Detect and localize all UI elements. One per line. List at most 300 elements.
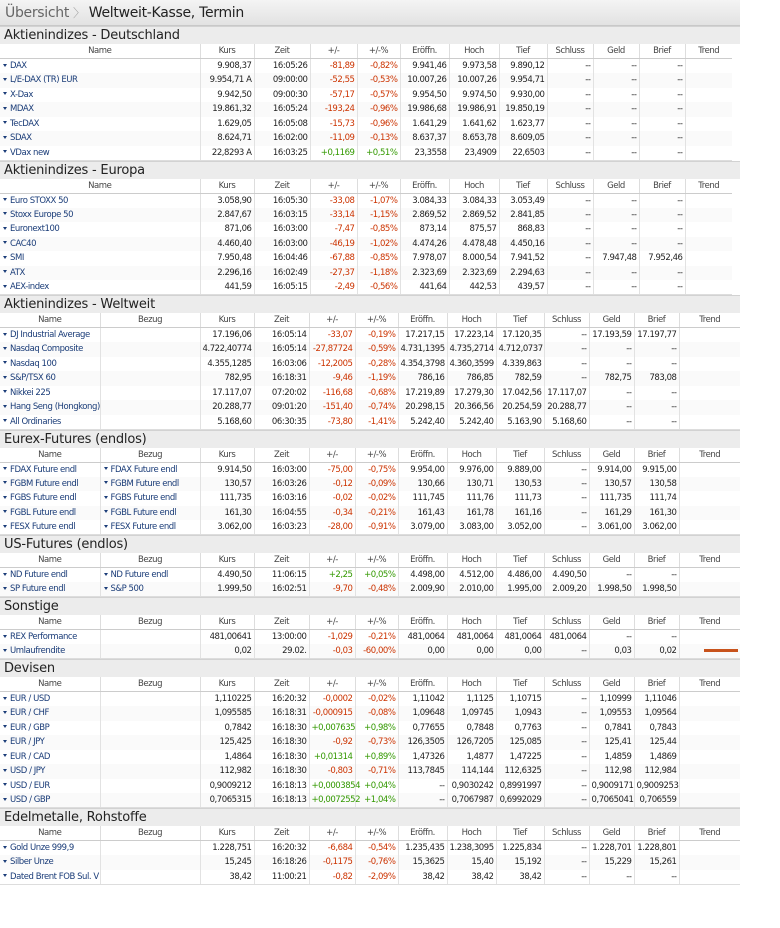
instrument-name-cell <box>0 400 100 415</box>
instrument-link[interactable]: Dated Brent FOB Sul. V <box>10 871 99 882</box>
instrument-link[interactable]: TecDAX <box>10 118 39 129</box>
hoch-cell: 130,71 <box>447 477 496 492</box>
brief-cell: 17.197,77 <box>634 328 679 343</box>
expand-triangle-icon[interactable] <box>3 212 7 215</box>
expand-triangle-icon[interactable] <box>3 285 7 288</box>
instrument-link[interactable]: SMI <box>10 253 24 264</box>
tief-cell: 3.052,00 <box>496 520 544 535</box>
column-header-hoch[interactable]: Hoch <box>447 615 496 630</box>
column-header-open[interactable]: Eröffn. <box>398 553 447 568</box>
trend-cell <box>685 88 732 103</box>
column-header-name[interactable]: Name <box>0 179 200 194</box>
instrument-name-cell <box>0 520 100 535</box>
expand-triangle-icon[interactable] <box>104 481 108 484</box>
diff-cell: -6,684 <box>309 841 355 856</box>
column-header-kurs[interactable]: Kurs <box>200 677 254 692</box>
tief-cell: 17.042,56 <box>496 386 544 401</box>
instrument-link[interactable]: AEX-index <box>10 282 49 292</box>
reference-cell <box>100 793 200 808</box>
brief-cell: -- <box>639 102 685 117</box>
section-title: Aktienindizes - Europa <box>0 161 740 179</box>
instrument-name-cell <box>0 462 100 477</box>
column-header-schluss[interactable]: Schluss <box>544 553 589 568</box>
column-header-bezug[interactable]: Bezug <box>100 448 200 463</box>
hoch-cell: 5.242,40 <box>447 415 496 430</box>
geld-cell: 782,75 <box>589 371 634 386</box>
reference-link[interactable]: FGBL Future endl <box>110 507 177 518</box>
column-header-kurs[interactable]: Kurs <box>200 553 254 568</box>
expand-triangle-icon[interactable] <box>3 481 7 484</box>
column-header-pct[interactable]: +/-% <box>355 448 398 463</box>
zeit-cell: 16:18:30 <box>254 764 309 779</box>
column-header-bezug[interactable]: Bezug <box>100 313 200 328</box>
expand-triangle-icon[interactable] <box>3 198 7 201</box>
expand-triangle-icon[interactable] <box>104 496 108 499</box>
expand-triangle-icon[interactable] <box>104 467 108 470</box>
column-header-zeit[interactable]: Zeit <box>254 826 309 841</box>
geld-cell: -- <box>593 222 639 237</box>
trend-cell <box>685 208 732 223</box>
expand-triangle-icon[interactable] <box>3 711 7 714</box>
column-header-geld[interactable]: Geld <box>589 826 634 841</box>
expand-triangle-icon[interactable] <box>3 754 7 757</box>
column-header-name[interactable]: Name <box>0 44 200 59</box>
expand-triangle-icon[interactable] <box>3 496 7 499</box>
quote-table <box>0 553 740 597</box>
instrument-link[interactable]: EUR / GBP <box>10 722 50 733</box>
column-header-zeit[interactable]: Zeit <box>254 44 310 59</box>
column-header-geld[interactable]: Geld <box>589 677 634 692</box>
column-header-tief[interactable]: Tief <box>496 313 544 328</box>
column-header-open[interactable]: Eröffn. <box>398 826 447 841</box>
expand-triangle-icon[interactable] <box>3 419 7 422</box>
expand-triangle-icon[interactable] <box>3 241 7 244</box>
column-header-hoch[interactable]: Hoch <box>447 448 496 463</box>
instrument-link[interactable]: Euro STOXX 50 <box>10 195 69 206</box>
column-header-trend[interactable]: Trend <box>679 826 740 841</box>
column-header-pct[interactable]: +/-% <box>355 553 398 568</box>
expand-triangle-icon[interactable] <box>3 121 7 124</box>
column-header-trend[interactable]: Trend <box>679 448 740 463</box>
tief-cell: 15,192 <box>496 855 544 870</box>
expand-triangle-icon[interactable] <box>3 525 7 528</box>
expand-triangle-icon[interactable] <box>104 573 108 576</box>
expand-triangle-icon[interactable] <box>3 740 7 743</box>
column-header-bezug[interactable]: Bezug <box>100 615 200 630</box>
open-cell: 786,16 <box>398 371 447 386</box>
schluss-cell: -- <box>547 59 593 74</box>
hoch-cell: 10.007,26 <box>449 73 499 88</box>
instrument-link[interactable]: EUR / CAD <box>10 751 51 762</box>
column-header-pct[interactable]: +/-% <box>355 826 398 841</box>
instrument-link[interactable]: EUR / USD <box>10 694 50 704</box>
column-header-diff[interactable]: +/- <box>309 313 355 328</box>
column-header-diff[interactable]: +/- <box>309 615 355 630</box>
kurs-cell: 0,9009212 <box>200 779 254 794</box>
column-header-schluss[interactable]: Schluss <box>544 826 589 841</box>
column-header-zeit[interactable]: Zeit <box>254 313 309 328</box>
column-header-schluss[interactable]: Schluss <box>544 313 589 328</box>
section-5 <box>0 597 740 659</box>
instrument-link[interactable]: USD / EUR <box>10 780 50 791</box>
column-header-diff[interactable]: +/- <box>309 448 355 463</box>
column-header-diff[interactable]: +/- <box>309 677 355 692</box>
open-cell: -- <box>398 793 447 808</box>
pct-cell: -1,07% <box>357 193 400 208</box>
column-header-open[interactable]: Eröffn. <box>398 677 447 692</box>
breadcrumb-root-link[interactable]: Übersicht <box>5 4 70 21</box>
expand-triangle-icon[interactable] <box>3 798 7 801</box>
column-header-geld[interactable]: Geld <box>589 313 634 328</box>
column-header-hoch[interactable]: Hoch <box>447 553 496 568</box>
column-header-hoch[interactable]: Hoch <box>449 179 499 194</box>
diff-cell: -2,49 <box>310 280 357 295</box>
expand-triangle-icon[interactable] <box>3 725 7 728</box>
table-row <box>0 855 740 870</box>
column-header-hoch[interactable]: Hoch <box>447 313 496 328</box>
column-header-open[interactable]: Eröffn. <box>398 313 447 328</box>
expand-triangle-icon[interactable] <box>3 376 7 379</box>
column-header-hoch[interactable]: Hoch <box>447 826 496 841</box>
kurs-cell: 9.914,50 <box>200 462 254 477</box>
column-header-tief[interactable]: Tief <box>496 615 544 630</box>
column-header-open[interactable]: Eröffn. <box>398 448 447 463</box>
column-header-kurs[interactable]: Kurs <box>200 448 254 463</box>
instrument-link[interactable]: DAX <box>10 61 27 71</box>
column-header-tief[interactable]: Tief <box>496 448 544 463</box>
column-header-kurs[interactable]: Kurs <box>200 313 254 328</box>
table-row <box>0 462 740 477</box>
column-header-brief[interactable]: Brief <box>634 826 679 841</box>
column-header-trend[interactable]: Trend <box>679 313 740 328</box>
zeit-cell: 16:02:51 <box>254 582 309 597</box>
instrument-link[interactable]: Gold Unze 999,9 <box>10 843 74 853</box>
pct-cell: -0,53% <box>357 73 400 88</box>
zeit-cell: 16:03:15 <box>254 208 310 223</box>
trend-cell <box>679 644 740 659</box>
column-header-diff[interactable]: +/- <box>309 553 355 568</box>
tief-cell: 1,10715 <box>496 692 544 707</box>
expand-triangle-icon[interactable] <box>3 347 7 350</box>
open-cell: 3.079,00 <box>398 520 447 535</box>
instrument-link[interactable]: S&P/TSX 60 <box>10 373 56 384</box>
column-header-trend[interactable]: Trend <box>685 179 732 194</box>
column-header-name[interactable]: Name <box>0 448 100 463</box>
instrument-link[interactable]: EUR / CHF <box>10 708 49 719</box>
reference-link[interactable]: FGBS Future endl <box>110 493 177 504</box>
column-header-brief[interactable]: Brief <box>634 313 679 328</box>
column-header-geld[interactable]: Geld <box>589 553 634 568</box>
reference-cell <box>100 491 200 506</box>
schluss-cell: -- <box>547 131 593 146</box>
table-row <box>0 88 780 103</box>
column-header-brief[interactable]: Brief <box>634 615 679 630</box>
column-header-bezug[interactable]: Bezug <box>100 553 200 568</box>
instrument-link[interactable]: L/E-DAX (TR) EUR <box>10 75 78 86</box>
expand-triangle-icon[interactable] <box>3 256 7 259</box>
table-row <box>0 721 740 736</box>
instrument-name-cell <box>0 764 100 779</box>
diff-cell: +0,01314 <box>309 750 355 765</box>
open-cell: 0,77655 <box>398 721 447 736</box>
expand-triangle-icon[interactable] <box>3 697 7 700</box>
tief-cell: 125,085 <box>496 735 544 750</box>
column-header-open[interactable]: Eröffn. <box>398 615 447 630</box>
column-header-zeit[interactable]: Zeit <box>254 615 309 630</box>
schluss-cell: -- <box>547 88 593 103</box>
zeit-cell: 06:30:35 <box>254 415 309 430</box>
instrument-link[interactable]: FESX Future endl <box>10 522 76 532</box>
pct-cell: -0,71% <box>355 764 398 779</box>
kurs-cell: 4.460,40 <box>200 237 254 252</box>
column-header-schluss[interactable]: Schluss <box>544 615 589 630</box>
column-header-diff[interactable]: +/- <box>309 826 355 841</box>
instrument-link[interactable]: SDAX <box>10 133 32 144</box>
expand-triangle-icon[interactable] <box>3 150 7 153</box>
hoch-cell: 2.323,69 <box>449 266 499 281</box>
column-header-pct[interactable]: +/-% <box>355 615 398 630</box>
table-row <box>0 386 740 401</box>
instrument-name-cell <box>0 855 100 870</box>
instrument-link[interactable]: USD / GBP <box>10 795 50 805</box>
column-header-schluss[interactable]: Schluss <box>547 44 593 59</box>
instrument-link[interactable]: X-Dax <box>10 89 34 100</box>
geld-cell: 3.061,00 <box>589 520 634 535</box>
trend-cell <box>679 764 740 779</box>
reference-link[interactable]: FDAX Future endl <box>110 464 178 475</box>
column-header-zeit[interactable]: Zeit <box>254 677 309 692</box>
expand-triangle-icon[interactable] <box>3 361 7 364</box>
tief-cell: 439,57 <box>499 280 547 295</box>
column-header-tief[interactable]: Tief <box>499 179 547 194</box>
column-header-name[interactable]: Name <box>0 826 100 841</box>
table-row <box>0 193 780 208</box>
column-header-trend[interactable]: Trend <box>679 615 740 630</box>
table-row <box>0 568 740 583</box>
column-header-hoch[interactable]: Hoch <box>449 44 499 59</box>
instrument-link[interactable]: CAC40 <box>10 238 37 249</box>
tief-cell: 4.486,00 <box>496 568 544 583</box>
trend-cell <box>685 59 732 74</box>
column-header-name[interactable]: Name <box>0 553 100 568</box>
instrument-name-cell <box>0 117 200 132</box>
expand-triangle-icon[interactable] <box>3 587 7 590</box>
instrument-link[interactable]: Nasdaq 100 <box>10 358 57 369</box>
instrument-link[interactable]: Nasdaq Composite <box>10 344 83 355</box>
expand-triangle-icon[interactable] <box>3 270 7 273</box>
instrument-link[interactable]: Euronext100 <box>10 224 60 235</box>
section-0 <box>0 26 740 161</box>
expand-triangle-icon[interactable] <box>3 227 7 230</box>
column-header-schluss[interactable]: Schluss <box>544 448 589 463</box>
pct-cell: +0,89% <box>355 750 398 765</box>
hoch-cell: 17.223,14 <box>447 328 496 343</box>
instrument-name-cell <box>0 582 100 597</box>
open-cell: 1,09648 <box>398 706 447 721</box>
open-cell: 3.084,33 <box>400 193 449 208</box>
column-header-diff[interactable]: +/- <box>310 44 357 59</box>
expand-triangle-icon[interactable] <box>3 333 7 336</box>
column-header-pct[interactable]: +/-% <box>355 313 398 328</box>
instrument-link[interactable]: Silber Unze <box>10 857 54 868</box>
expand-triangle-icon[interactable] <box>3 107 7 110</box>
column-header-brief[interactable]: Brief <box>639 44 685 59</box>
reference-link[interactable]: FESX Future endl <box>110 522 176 532</box>
section-title: US-Futures (endlos) <box>0 535 740 553</box>
kurs-cell: 20.288,77 <box>200 400 254 415</box>
table-row <box>0 506 740 521</box>
table-row <box>0 280 780 295</box>
open-cell: 4.731,1395 <box>398 342 447 357</box>
column-header-bezug[interactable]: Bezug <box>100 826 200 841</box>
instrument-link[interactable]: USD / JPY <box>10 766 46 777</box>
tief-cell: 4.712,0737 <box>496 342 544 357</box>
column-header-schluss[interactable]: Schluss <box>547 179 593 194</box>
column-header-zeit[interactable]: Zeit <box>254 553 309 568</box>
tief-cell: 868,83 <box>499 222 547 237</box>
column-header-trend[interactable]: Trend <box>679 553 740 568</box>
tief-cell: 17.120,35 <box>496 328 544 343</box>
instrument-link[interactable]: Nikkei 225 <box>10 387 51 398</box>
instrument-link[interactable]: ATX <box>10 267 25 278</box>
expand-triangle-icon[interactable] <box>3 783 7 786</box>
column-header-open[interactable]: Eröffn. <box>400 179 449 194</box>
instrument-link[interactable]: DJ Industrial Average <box>10 330 90 340</box>
open-cell: 1,11042 <box>398 692 447 707</box>
reference-link[interactable]: ND Future endl <box>110 570 168 580</box>
schluss-cell: -- <box>544 764 589 779</box>
expand-triangle-icon[interactable] <box>3 64 7 67</box>
instrument-link[interactable]: ND Future endl <box>10 570 68 580</box>
trend-cell <box>685 193 732 208</box>
column-header-schluss[interactable]: Schluss <box>544 677 589 692</box>
column-header-geld[interactable]: Geld <box>593 179 639 194</box>
instrument-link[interactable]: MDAX <box>10 104 34 115</box>
reference-cell <box>100 764 200 779</box>
instrument-link[interactable]: Hang Seng (Hongkong) <box>10 402 100 413</box>
column-header-tief[interactable]: Tief <box>499 44 547 59</box>
zeit-cell: 16:03:16 <box>254 491 309 506</box>
instrument-link[interactable]: FGBS Future endl <box>10 493 77 504</box>
reference-link[interactable]: FGBM Future endl <box>110 478 179 489</box>
instrument-link[interactable]: FGBL Future endl <box>10 507 76 518</box>
column-header-kurs[interactable]: Kurs <box>200 615 254 630</box>
hoch-cell: 3.083,00 <box>447 520 496 535</box>
open-cell: 9.954,00 <box>398 462 447 477</box>
column-header-pct[interactable]: +/-% <box>355 677 398 692</box>
instrument-link[interactable]: Stoxx Europe 50 <box>10 209 74 220</box>
pct-cell: +0,98% <box>355 721 398 736</box>
open-cell: 1,47326 <box>398 750 447 765</box>
expand-triangle-icon[interactable] <box>3 390 7 393</box>
expand-triangle-icon[interactable] <box>3 92 7 95</box>
brief-cell: -- <box>634 630 679 645</box>
pct-cell: -0,75% <box>355 462 398 477</box>
geld-cell: 17.193,59 <box>589 328 634 343</box>
reference-cell <box>100 477 200 492</box>
expand-triangle-icon[interactable] <box>3 846 7 849</box>
column-header-kurs[interactable]: Kurs <box>200 826 254 841</box>
instrument-name-cell <box>0 750 100 765</box>
trend-bar <box>704 649 738 652</box>
instrument-link[interactable]: FGBM Future endl <box>10 478 79 489</box>
column-header-brief[interactable]: Brief <box>639 179 685 194</box>
expand-triangle-icon[interactable] <box>3 405 7 408</box>
column-header-geld[interactable]: Geld <box>589 448 634 463</box>
instrument-name-cell <box>0 357 100 372</box>
expand-triangle-icon[interactable] <box>104 587 108 590</box>
expand-triangle-icon[interactable] <box>3 573 7 576</box>
column-header-trend[interactable]: Trend <box>685 44 732 59</box>
tief-cell: 0,7763 <box>496 721 544 736</box>
column-header-brief[interactable]: Brief <box>634 553 679 568</box>
column-header-geld[interactable]: Geld <box>589 615 634 630</box>
expand-triangle-icon[interactable] <box>3 510 7 513</box>
reference-cell <box>100 630 200 645</box>
table-row <box>0 477 740 492</box>
column-header-brief[interactable]: Brief <box>634 448 679 463</box>
instrument-link[interactable]: FDAX Future endl <box>10 464 77 475</box>
expand-triangle-icon[interactable] <box>3 769 7 772</box>
column-header-tief[interactable]: Tief <box>496 826 544 841</box>
hoch-cell: 20.366,56 <box>447 400 496 415</box>
expand-triangle-icon[interactable] <box>104 510 108 513</box>
column-header-kurs[interactable]: Kurs <box>200 44 254 59</box>
reference-link[interactable]: S&P 500 <box>110 584 144 594</box>
instrument-link[interactable]: VDax new <box>10 147 50 158</box>
column-header-hoch[interactable]: Hoch <box>447 677 496 692</box>
column-header-trend[interactable]: Trend <box>679 677 740 692</box>
expand-triangle-icon[interactable] <box>3 874 7 877</box>
kurs-cell: 9.954,71 A <box>200 73 254 88</box>
instrument-link[interactable]: EUR / JPY <box>10 737 45 748</box>
pct-cell: -0,96% <box>357 102 400 117</box>
expand-triangle-icon[interactable] <box>3 136 7 139</box>
instrument-link[interactable]: REX Performance <box>10 632 77 642</box>
expand-triangle-icon[interactable] <box>3 649 7 652</box>
instrument-link[interactable]: SP Future endl <box>10 584 66 594</box>
column-header-diff[interactable]: +/- <box>310 179 357 194</box>
instrument-link[interactable]: Umlaufrendite <box>10 646 65 656</box>
column-header-name[interactable]: Name <box>0 615 100 630</box>
column-header-zeit[interactable]: Zeit <box>254 179 310 194</box>
column-header-zeit[interactable]: Zeit <box>254 448 309 463</box>
column-header-open[interactable]: Eröffn. <box>400 44 449 59</box>
geld-cell: -- <box>589 357 634 372</box>
expand-triangle-icon[interactable] <box>104 525 108 528</box>
expand-triangle-icon[interactable] <box>3 467 7 470</box>
geld-cell: -- <box>593 208 639 223</box>
open-cell: 161,43 <box>398 506 447 521</box>
column-header-bezug[interactable]: Bezug <box>100 677 200 692</box>
column-header-name[interactable]: Name <box>0 677 100 692</box>
open-cell: 2.869,52 <box>400 208 449 223</box>
expand-triangle-icon[interactable] <box>3 635 7 638</box>
column-header-tief[interactable]: Tief <box>496 553 544 568</box>
column-header-kurs[interactable]: Kurs <box>200 179 254 194</box>
column-header-brief[interactable]: Brief <box>634 677 679 692</box>
column-header-tief[interactable]: Tief <box>496 677 544 692</box>
column-header-name[interactable]: Name <box>0 313 100 328</box>
reference-cell <box>100 328 200 343</box>
column-header-pct[interactable]: +/-% <box>357 44 400 59</box>
column-header-geld[interactable]: Geld <box>593 44 639 59</box>
expand-triangle-icon[interactable] <box>3 78 7 81</box>
geld-cell: -- <box>593 193 639 208</box>
column-header-pct[interactable]: +/-% <box>357 179 400 194</box>
expand-triangle-icon[interactable] <box>3 860 7 863</box>
instrument-link[interactable]: All Ordinaries <box>10 416 61 427</box>
